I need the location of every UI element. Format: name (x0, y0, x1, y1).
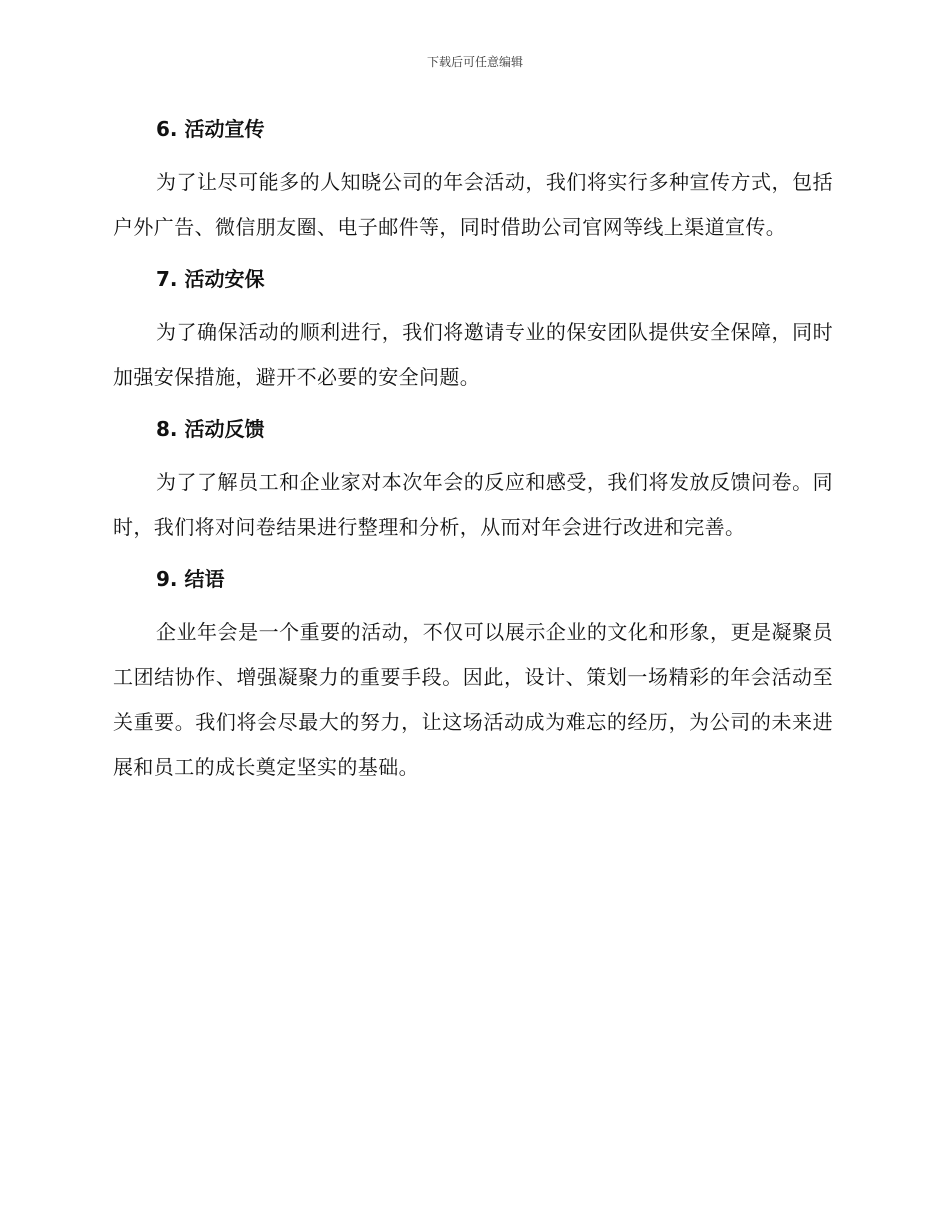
section-heading: 8. 活动反馈 (156, 417, 265, 441)
section-feedback (113, 412, 833, 550)
document-content (113, 112, 833, 790)
section-conclusion (113, 562, 833, 790)
page-header-note: 下载后可任意编辑 (426, 55, 523, 69)
section-body: 为了了解员工和企业家对本次年会的反应和感受，我们将发放反馈问卷。同时，我们将对问卷结果进行整理和分析，从而对年会进行改进和完善。 (113, 470, 833, 539)
section-security (113, 262, 833, 400)
section-body: 企业年会是一个重要的活动，不仅可以展示企业的文化和形象，更是凝聚员工团结协作、增强凝聚力的重要手段。因此，设计、策划一场精彩的年会活动至关重要。我们将会尽最大的努力，让这场活动成为难忘的经历，为公司的未来进展和员工的成长奠定坚实的基础。 (113, 620, 833, 779)
section-publicity (113, 112, 833, 250)
section-heading: 9. 结语 (156, 567, 225, 591)
section-body: 为了确保活动的顺利进行，我们将邀请专业的保安团队提供安全保障，同时加强安保措施，避开不必要的安全问题。 (113, 320, 833, 389)
section-heading: 6. 活动宣传 (156, 117, 265, 141)
section-body: 为了让尽可能多的人知晓公司的年会活动，我们将实行多种宣传方式，包括户外广告、微信朋友圈、电子邮件等，同时借助公司官网等线上渠道宣传。 (113, 170, 833, 239)
section-heading: 7. 活动安保 (156, 267, 265, 291)
